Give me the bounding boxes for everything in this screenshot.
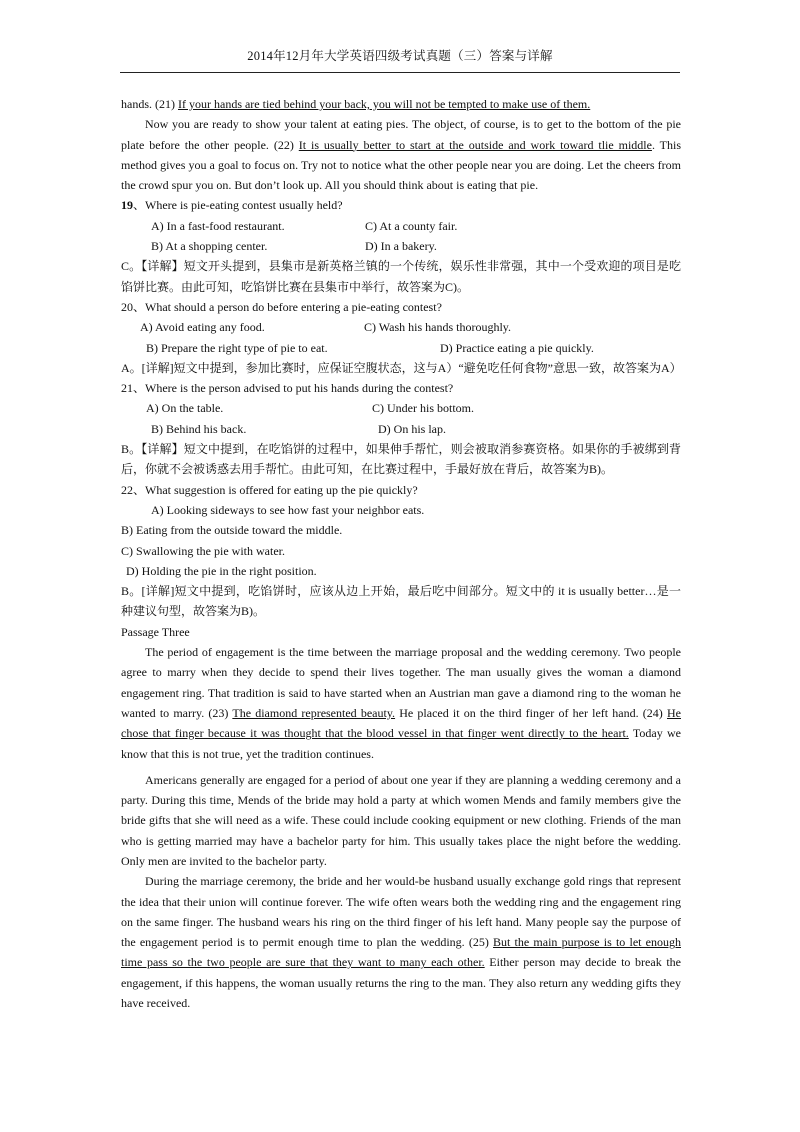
paragraph-22: Now you are ready to show your talent at eating pies. The object, of course, is to get to the bottom of the pie plate before the other people. (22) It is usually better to start at the outside and work toward tlie middle. This method gives you a goal to focus on. Try not to notice what the other people near you are doing. Let the cheers from the crowd spur you on. But don’t look up. All you should think about is eating that pie. (121, 117, 681, 193)
option-d: D) On his lap. (378, 421, 446, 436)
header-rule (120, 72, 680, 73)
passage-paragraph-3: During the marriage ceremony, the bride and her would-be husband usually exchange gold rings that represent the idea that their union will continue forever. The wife often wears both the wedding ring and the engagement ring on the same finger. The husband wears his ring on the third finger of his left hand. Many people say the purpose of the engagement period is to permit enough time to plan the wedding. (25) But the main purpose is to let enough time pass so the two people are sure that they want to many each other. Either person may decide to break the engagement, if this happens, the woman usually returns the ring to the man. They also return any wedding gifts they have received. (121, 874, 681, 1011)
underlined-answer-23: The diamond represented beauty. (232, 705, 396, 720)
passage-paragraph-2: Americans generally are engaged for a period of about one year if they are planning a wedding ceremony and a party. During this time, Mends of the bride may hold a party at which women Mends and family members give the bride gifts that she will need as a wife. These could include cooking equipment or new clothing. Friends of the man who is getting married may have a bachelor party for him. This usually takes place the night before the wedding. Only men are invited to the bachelor party. (121, 772, 681, 868)
question-22: 22、What suggestion is offered for eating up the pie quickly? (121, 482, 418, 497)
option-d: D) In a bakery. (365, 239, 437, 254)
underlined-answer-25: But the main purpose is to let enough time pass so the two people are sure that they want to many each other. (121, 935, 681, 970)
question-19-options-row1 (121, 216, 681, 236)
option-c: C) Swallowing the pie with water. (121, 543, 285, 558)
underlined-answer-21: If your hands are tied behind your back, you will not be tempted to make use of them. (178, 97, 591, 111)
option-b: B) Behind his back. (151, 421, 247, 436)
option-b: B) Eating from the outside toward the middle. (121, 523, 343, 538)
answer-19: C。【详解】短文开头提到，县集市是新英格兰镇的一个传统，娱乐性非常强，其中一个受欢迎的项目是吃馅饼比赛。由此可知，吃馅饼比赛在县集市中举行，故答案为C)。 (121, 259, 681, 294)
underlined-answer-22: It is usually better to start at the outside and work toward tlie middle (298, 137, 652, 152)
question-20: 20、What should a person do before entering a pie-eating contest? (121, 299, 442, 314)
question-20-options-row2 (121, 338, 681, 358)
option-d: D) Holding the pie in the right position. (126, 563, 317, 578)
option-a: A) Avoid eating any food. (140, 320, 265, 335)
question-21-options-row2 (121, 419, 681, 439)
answer-21: B。【详解】短文中提到，在吃馅饼的过程中，如果伸手帮忙，则会被取消参赛资格。如果你的手被绑到背后，你就不会被诱惑去用手帮忙。由此可知，在比赛过程中，手最好放在背后，故答案为B)。 (121, 442, 681, 477)
question-20-options-row1 (121, 317, 681, 337)
option-b: B) At a shopping center. (151, 239, 268, 254)
option-a: A) On the table. (146, 401, 224, 416)
answer-20: A。[详解]短文中提到，参加比赛时，应保证空腹状态，这与A）“避免吃任何食物”意思一致，故答案为A） (121, 360, 682, 375)
question-19-options-row2 (121, 236, 681, 256)
page-header: 2014年12月年大学英语四级考试真题（三）答案与详解 (247, 49, 553, 63)
option-d: D) Practice eating a pie quickly. (440, 340, 594, 355)
question-19: 19、Where is pie-eating contest usually held? (121, 198, 343, 213)
option-c: C) At a county fair. (365, 218, 458, 233)
paragraph-21: hands. (21) If your hands are tied behind your back, you will not be tempted to make use of them. (121, 97, 591, 111)
answer-22: B。[详解]短文中提到，吃馅饼时，应该从边上开始，最后吃中间部分。短文中的 it is usually better…是一种建议句型，故答案为B)。 (121, 584, 681, 619)
question-21: 21、Where is the person advised to put his hands during the contest? (121, 381, 454, 396)
document-body (121, 94, 681, 1013)
passage-title: Passage Three (121, 624, 190, 639)
passage-paragraph-1: The period of engagement is the time between the marriage proposal and the wedding ceremony. Two people agree to marry when they decide to spend their lives together. The man usually gives the woman a diamond engagement ring. That tradition is said to have started when an Austrian man gave a diamond ring to the woman he wanted to marry. (23) The diamond represented beauty. He placed it on the third finger of her left hand. (24) He chose that finger because it was thought that the blood vessel in that finger went directly to the heart. Today we know that this is not true, yet the tradition continues. (121, 645, 681, 761)
option-a: A) In a fast-food restaurant. (151, 218, 285, 233)
option-c: C) Under his bottom. (372, 401, 474, 416)
option-b: B) Prepare the right type of pie to eat. (146, 340, 328, 355)
option-a: A) Looking sideways to see how fast your neighbor eats. (151, 502, 425, 517)
question-21-options-row1 (121, 398, 681, 418)
option-c: C) Wash his hands thoroughly. (364, 320, 512, 335)
underlined-answer-24: He chose that finger because it was thought that the blood vessel in that finger went directly to the heart. (121, 705, 681, 741)
